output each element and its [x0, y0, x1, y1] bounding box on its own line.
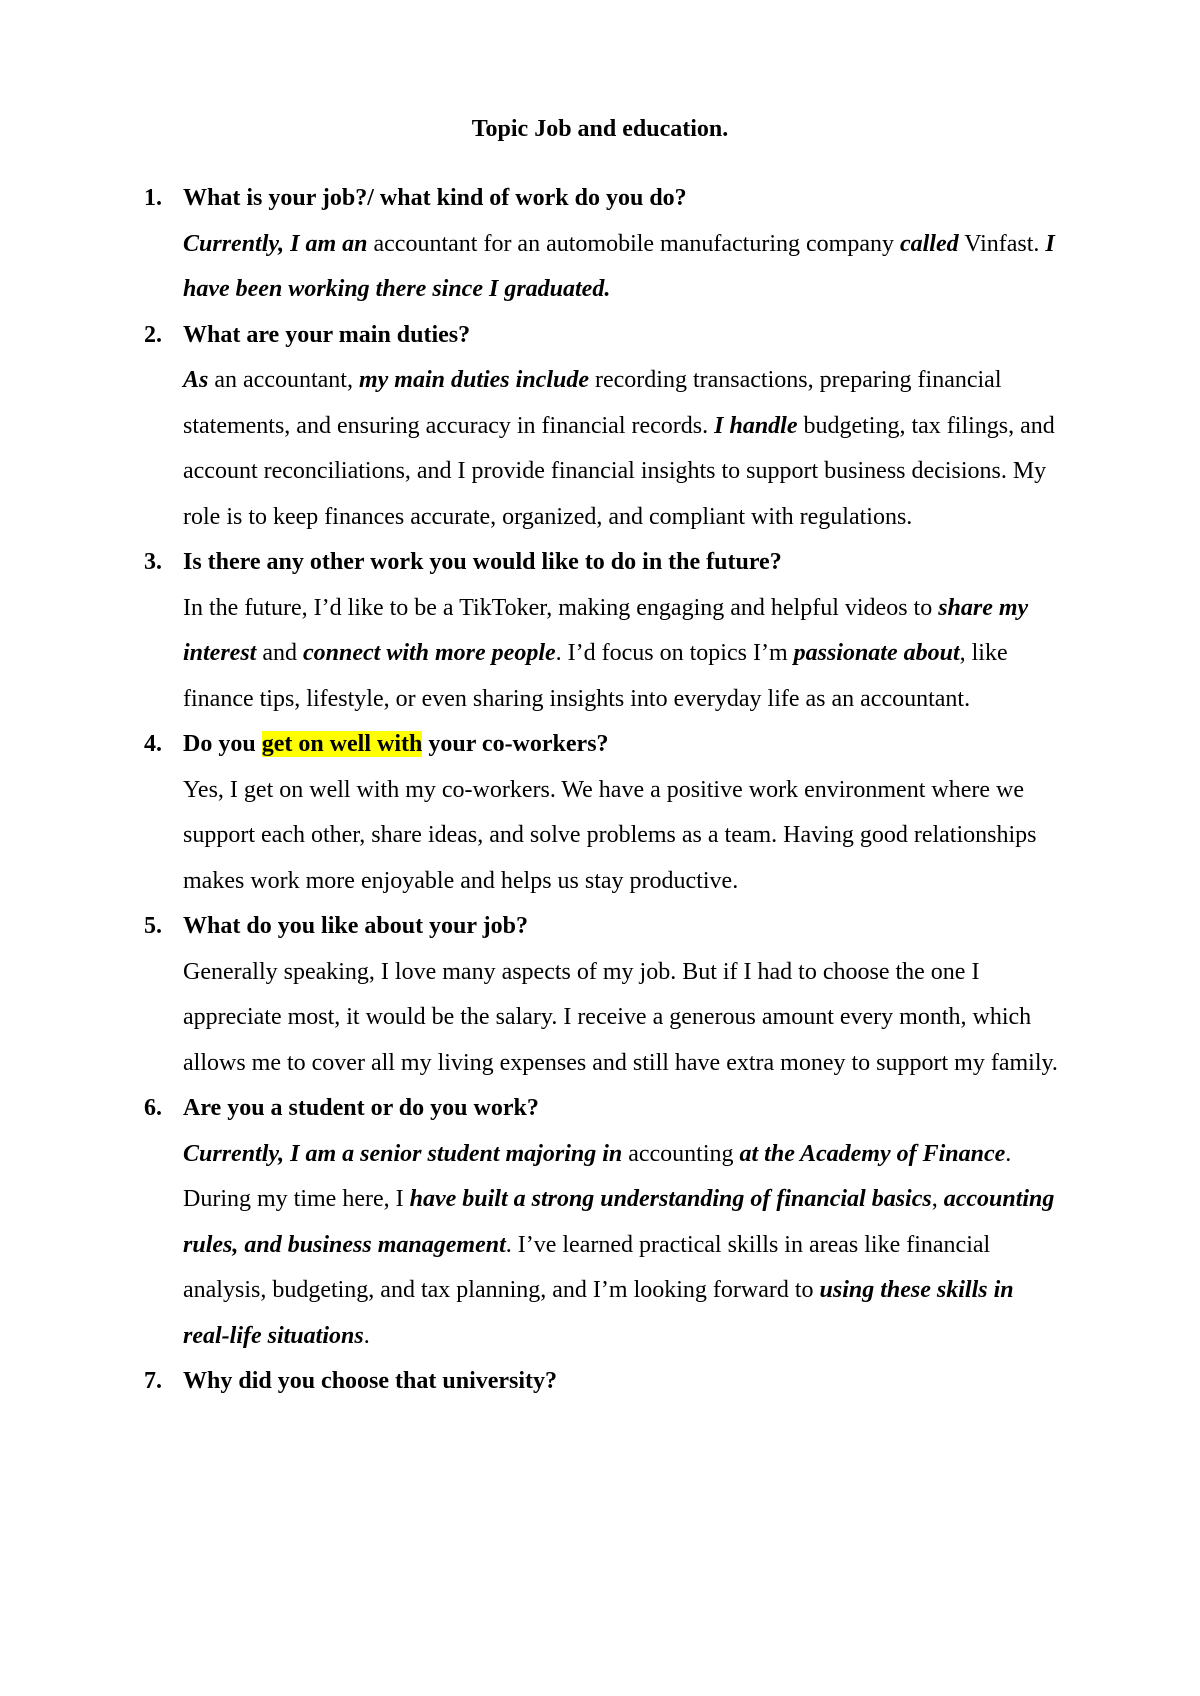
emphasized-phrase: I handle [714, 412, 798, 439]
question-list [0, 176, 1200, 1405]
question-number: 7. [144, 1368, 162, 1394]
document-title: Topic Job and education. [471, 116, 729, 142]
qa-item [0, 1086, 1200, 1359]
qa-item [0, 176, 1200, 313]
emphasized-phrase: have built a strong understanding of financial basics [409, 1186, 932, 1212]
answer-segment: accounting [622, 1140, 740, 1167]
question-number: 4. [144, 731, 162, 757]
question-segment: Why did you choose that university? [183, 1368, 558, 1394]
answer-segment: budgeting, tax filings, and account reconciliations, and I provide financial insights to support business decisions. My role is to keep finances accurate, organized, and compliant with regulations. [183, 412, 1055, 530]
qa-item [0, 313, 1200, 541]
question-text [183, 176, 1063, 222]
qa-item [0, 540, 1200, 722]
question-segment: What are your main duties? [183, 321, 471, 348]
emphasized-phrase: accounting rules, and business management [183, 1186, 1055, 1258]
question-number: 1. [144, 185, 162, 211]
answer-text [183, 586, 1063, 723]
emphasized-phrase: I have been working there since I graduated. [183, 230, 1055, 302]
answer-text [183, 358, 1063, 540]
answer-segment: , [931, 1186, 944, 1212]
question-text [183, 904, 1063, 950]
emphasized-phrase: Currently, I am a senior student majoring in [183, 1140, 623, 1167]
answer-segment: recording transactions, preparing financial statements, and ensuring accuracy in financial records. [183, 367, 1002, 439]
emphasized-phrase: passionate about [793, 640, 960, 666]
answer-segment: Yes, I get on well with my co-workers. We have a positive work environment where we support each other, share ideas, and solve problems as a team. Having good relationships makes work more enjoyable and helps us stay productive. [183, 776, 1037, 894]
question-text [183, 1359, 1063, 1405]
emphasized-phrase: called [899, 230, 959, 257]
answer-text [183, 768, 1063, 905]
qa-item [0, 722, 1200, 904]
emphasized-phrase: at the Academy of Finance [739, 1140, 1006, 1167]
question-segment: What do you like about your job? [183, 913, 528, 939]
question-text [183, 540, 1063, 586]
answer-segment: and [256, 640, 303, 666]
answer-segment: , like finance tips, lifestyle, or even sharing insights into everyday life as an accountant. [183, 640, 1008, 712]
answer-segment: . I’d focus on topics I’m [555, 640, 794, 666]
answer-segment: . [363, 1322, 370, 1349]
answer-segment: Vinfast. [958, 230, 1046, 257]
question-text [183, 313, 1063, 359]
answer-text [183, 950, 1063, 1087]
emphasized-phrase: As [183, 367, 209, 393]
question-text [183, 722, 1063, 768]
answer-segment: accountant for an automobile manufacturing company [367, 230, 900, 257]
answer-segment: In the future, I’d like to be a TikToker, making engaging and helpful videos to [183, 594, 939, 621]
answer-segment: . During my time here, I [183, 1140, 1012, 1212]
answer-text [183, 222, 1063, 313]
answer-segment: Generally speaking, I love many aspects of my job. But if I had to choose the one I appreciate most, it would be the salary. I receive a generous amount every month, which allows me to cover all my living expenses and still have extra money to support my family. [183, 958, 1058, 1076]
question-segment: your co-workers? [422, 731, 609, 757]
qa-item [0, 1359, 1200, 1405]
question-number: 6. [144, 1095, 162, 1121]
question-number: 3. [144, 549, 162, 575]
answer-segment: . I’ve learned practical skills in areas like financial analysis, budgeting, and tax planning, and I’m looking forward to [183, 1231, 991, 1303]
answer-segment: an accountant, [208, 367, 359, 393]
question-segment: Are you a student or do you work? [183, 1095, 539, 1121]
question-text [183, 1086, 1063, 1132]
emphasized-phrase: share my interest [183, 594, 1029, 666]
highlighted-phrase: get on well with [261, 731, 423, 757]
emphasized-phrase: using these skills in real-life situations [183, 1277, 1014, 1349]
question-number: 2. [144, 321, 162, 348]
question-segment: Is there any other work you would like to do in the future? [183, 549, 782, 575]
emphasized-phrase: connect with more people [303, 640, 556, 666]
question-segment: Do you [183, 731, 262, 757]
question-number: 5. [144, 913, 162, 939]
emphasized-phrase: my main duties include [358, 367, 589, 393]
question-segment: What is your job?/ what kind of work do you do? [183, 185, 687, 211]
qa-item [0, 904, 1200, 1086]
answer-text [183, 1132, 1063, 1360]
emphasized-phrase: Currently, I am an [183, 230, 368, 257]
